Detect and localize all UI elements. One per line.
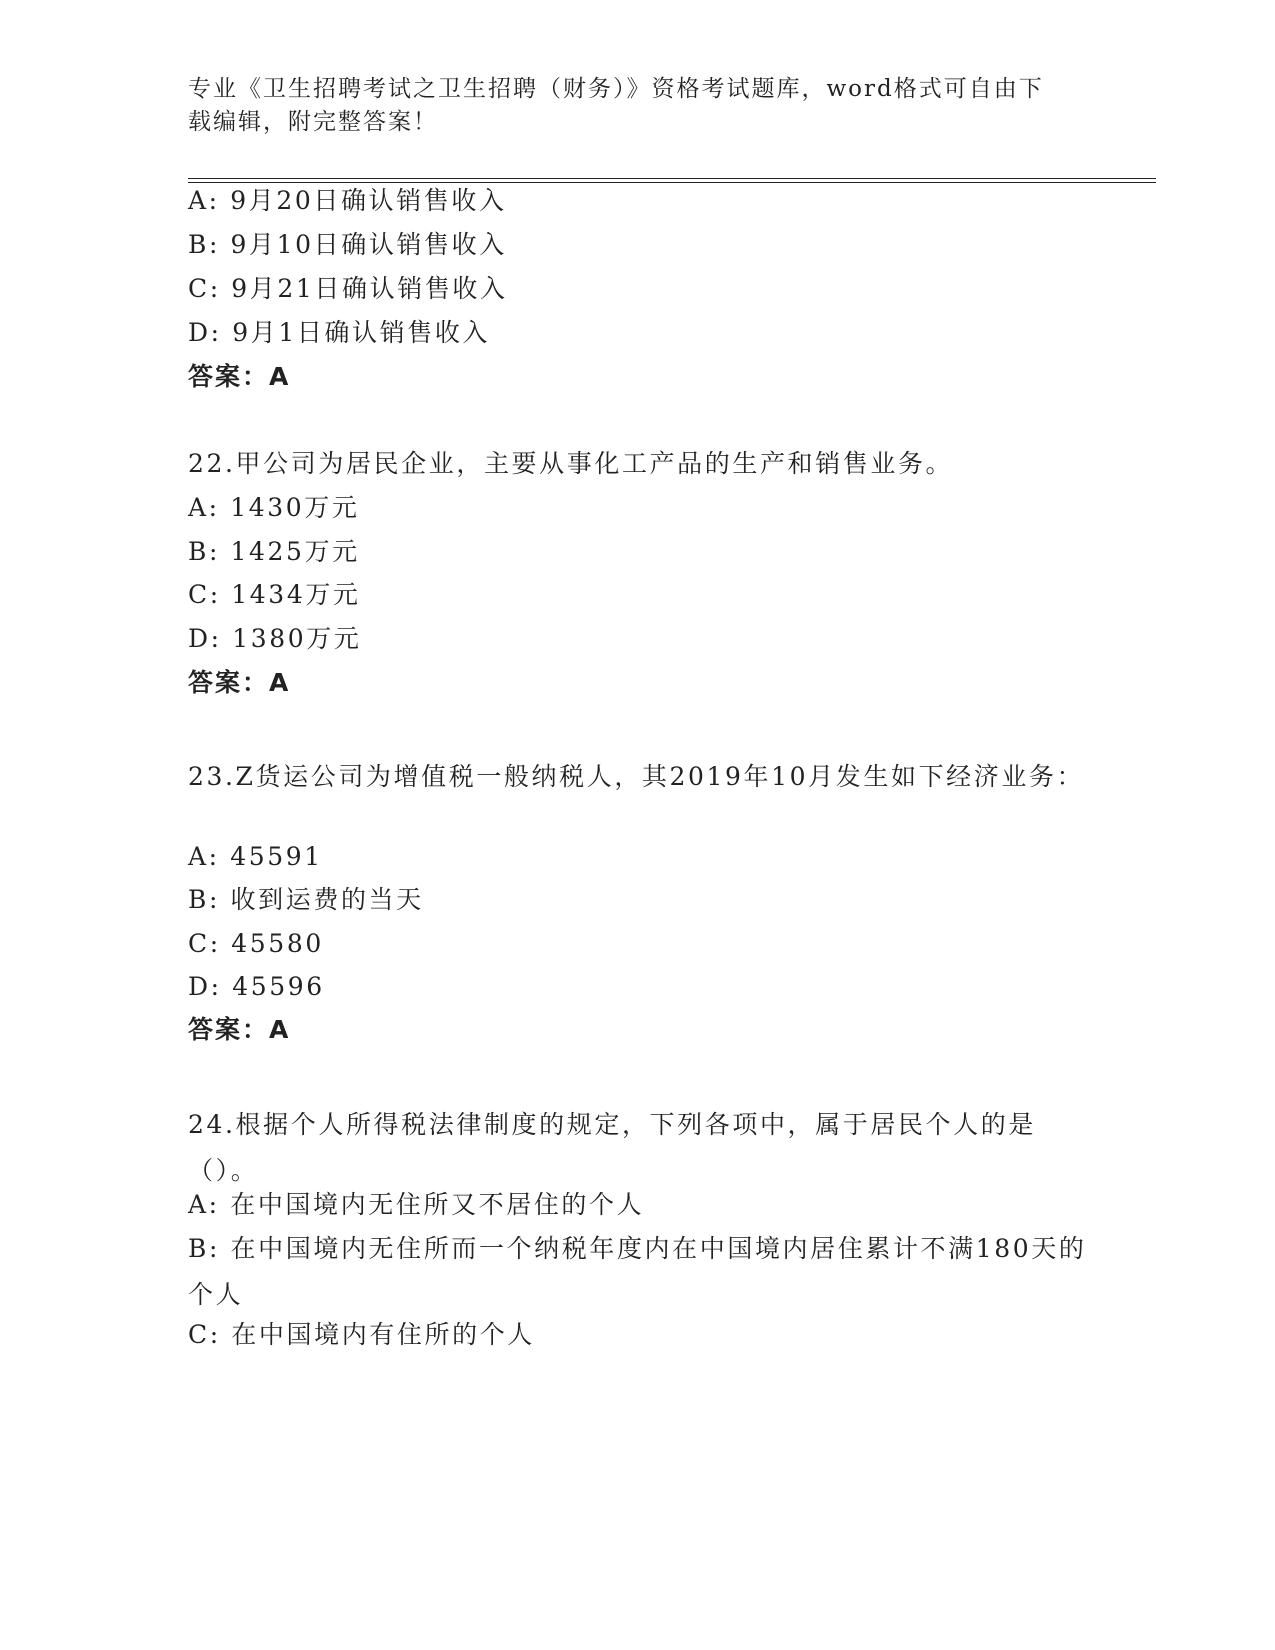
q23-option-a: A: 45591 bbox=[188, 842, 323, 871]
q22-answer: 答案：A bbox=[188, 668, 291, 697]
q21-option-a: A: 9月20日确认销售收入 bbox=[188, 186, 507, 215]
header-divider-bottom bbox=[188, 182, 1156, 183]
q24-question: 24.根据个人所得税法律制度的规定，下列各项中，属于居民个人的是（）。 bbox=[188, 1110, 1036, 1185]
q23-option-d: D: 45596 bbox=[188, 972, 325, 1001]
q23-answer: 答案：A bbox=[188, 1015, 291, 1044]
q22-option-d: D: 1380万元 bbox=[188, 624, 362, 653]
document-header: 专业《卫生招聘考试之卫生招聘（财务）》资格考试题库，word格式可自由下载编辑，附完整答案！ bbox=[188, 76, 1044, 135]
q24-option-a: A: 在中国境内无住所又不居住的个人 bbox=[188, 1190, 645, 1219]
q22-option-b: B: 1425万元 bbox=[188, 537, 360, 566]
q24-option-c: C: 在中国境内有住所的个人 bbox=[188, 1320, 535, 1349]
q21-option-d: D: 9月1日确认销售收入 bbox=[188, 318, 491, 347]
q22-question: 22.甲公司为居民企业，主要从事化工产品的生产和销售业务。 bbox=[188, 449, 954, 478]
q21-option-b: B: 9月10日确认销售收入 bbox=[188, 230, 507, 259]
q23-option-c: C: 45580 bbox=[188, 929, 324, 958]
q22-option-a: A: 1430万元 bbox=[188, 493, 360, 522]
q23-question: 23.Z货运公司为增值税一般纳税人，其2019年10月发生如下经济业务： bbox=[188, 762, 1085, 791]
q24-option-b: B: 在中国境内无住所而一个纳税年度内在中国境内居住累计不满180天的个人 bbox=[188, 1234, 1087, 1309]
header-divider-top bbox=[188, 178, 1156, 179]
q21-option-c: C: 9月21日确认销售收入 bbox=[188, 274, 508, 303]
q22-option-c: C: 1434万元 bbox=[188, 580, 361, 609]
q21-answer: 答案：A bbox=[188, 362, 291, 391]
q23-option-b: B: 收到运费的当天 bbox=[188, 885, 424, 914]
